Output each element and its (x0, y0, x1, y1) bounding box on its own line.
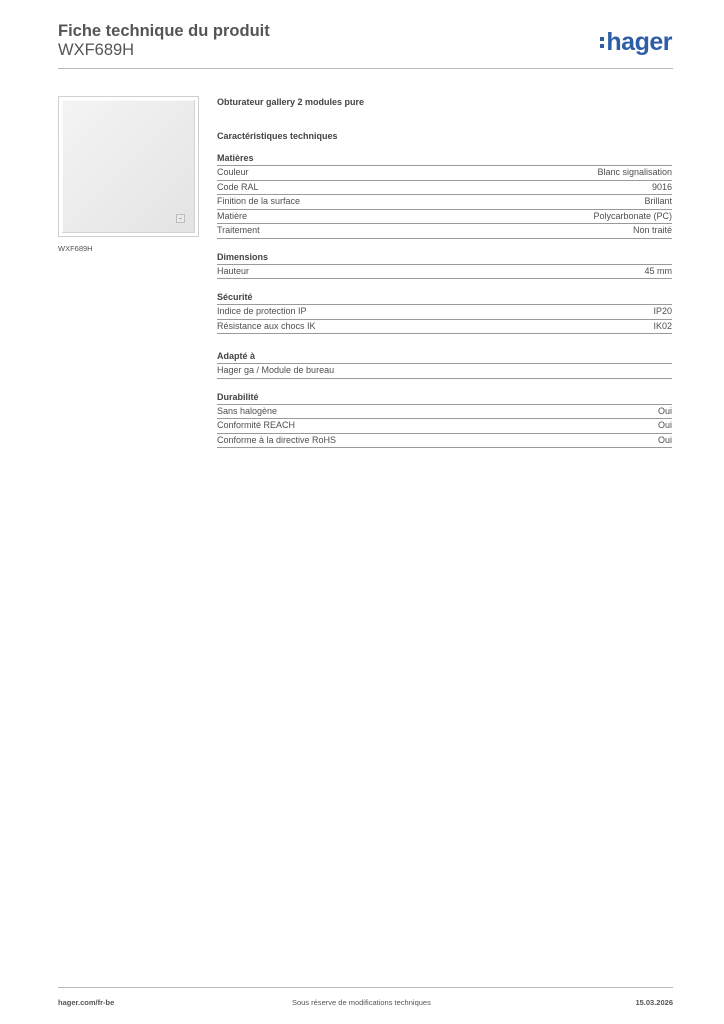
spec-label: Sans halogène (217, 405, 278, 416)
spec-row (217, 265, 672, 280)
hager-logo (600, 28, 672, 57)
spec-value: IK02 (653, 320, 672, 331)
spec-row (217, 210, 672, 225)
page-header (58, 22, 674, 60)
spec-value: 9016 (651, 181, 672, 192)
header-divider (58, 68, 673, 69)
spec-group-materials (217, 152, 672, 239)
blank-plate-image (62, 100, 195, 233)
spec-label: Hager ga / Module de bureau (217, 365, 335, 375)
document-title: Fiche technique du produit (58, 22, 270, 40)
spec-value: Oui (657, 434, 672, 445)
spec-label: Couleur (217, 167, 249, 177)
group-title: Adapté à (217, 350, 672, 364)
spec-value: IP20 (653, 306, 672, 316)
spec-label: Finition de la surface (217, 196, 301, 206)
spec-group-dimensions (217, 251, 672, 280)
spec-section-title: Caractéristiques techniques (217, 131, 338, 141)
footer-notice: Sous réserve de modifications techniques (292, 998, 431, 1007)
spec-label: Conforme à la directive RoHS (217, 434, 337, 445)
logo-dots-icon (600, 37, 604, 48)
spec-group-compatibility (217, 350, 672, 379)
spec-label: Indice de protection IP (217, 306, 307, 316)
spec-value: Polycarbonate (PC) (593, 210, 672, 221)
spec-label: Conformité REACH (217, 420, 296, 430)
spec-row (217, 434, 672, 449)
spec-content (217, 96, 672, 460)
group-title: Dimensions (217, 251, 672, 265)
spec-label: Hauteur (217, 265, 250, 276)
logo-text: hager (606, 28, 672, 56)
group-title: Durabilité (217, 391, 672, 405)
spec-group-safety (217, 291, 672, 334)
plate-indicator-icon (176, 214, 185, 223)
product-reference: WXF689H (58, 41, 135, 59)
spec-row (217, 305, 672, 320)
footer-date: 15.03.2026 (635, 998, 673, 1007)
product-image (58, 96, 199, 237)
spec-value: Non traité (632, 225, 672, 235)
spec-row (217, 405, 672, 420)
spec-value: Oui (657, 405, 672, 416)
spec-value: Brillant (644, 196, 672, 206)
product-image-caption: WXF689H (58, 244, 93, 253)
spec-row (217, 419, 672, 434)
spec-value: Oui (657, 420, 672, 430)
spec-label: Code RAL (217, 181, 259, 192)
spec-label: Traitement (217, 225, 260, 235)
spec-row (217, 224, 672, 239)
spec-label: Résistance aux chocs IK (217, 320, 316, 331)
spec-row (217, 364, 672, 379)
footer-divider (58, 987, 673, 988)
spec-label: Matière (217, 210, 248, 221)
spec-group-sustainability (217, 391, 672, 449)
spec-value: Blanc signalisation (597, 167, 672, 177)
footer-website-link[interactable]: hager.com/fr-be (58, 998, 115, 1007)
spec-value: 45 mm (644, 265, 672, 276)
spec-row (217, 320, 672, 335)
page-footer (58, 998, 673, 1008)
spec-row (217, 181, 672, 196)
group-title: Sécurité (217, 291, 672, 305)
product-name: Obturateur gallery 2 modules pure (217, 97, 365, 107)
spec-row (217, 166, 672, 181)
group-title: Matières (217, 152, 672, 166)
spec-row (217, 195, 672, 210)
